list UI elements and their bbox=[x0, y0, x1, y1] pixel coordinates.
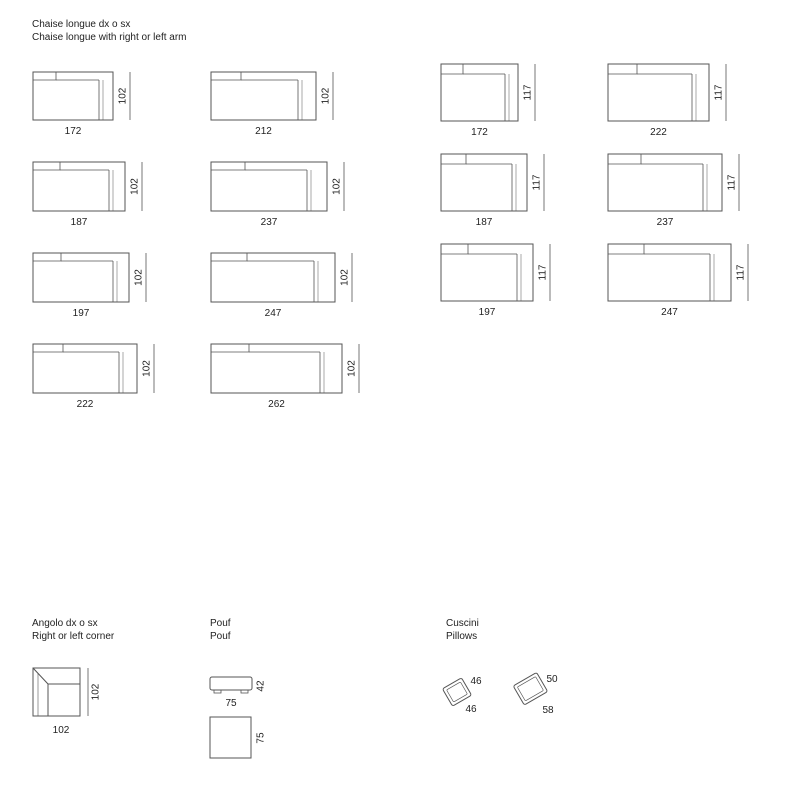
width-label: 172 bbox=[471, 127, 488, 138]
chaise-102-module-8 bbox=[211, 344, 359, 410]
backrest-edge bbox=[33, 162, 60, 170]
width-label: 262 bbox=[268, 399, 285, 410]
pouf-height-label: 42 bbox=[255, 680, 267, 692]
chaise-102-module-5 bbox=[33, 253, 146, 319]
width-label: 222 bbox=[76, 399, 94, 410]
corner-title-italian: Angolo dx o sx bbox=[32, 618, 98, 629]
chaise-117-module-3 bbox=[441, 154, 544, 228]
width-label: 222 bbox=[650, 127, 667, 138]
module-outline bbox=[33, 162, 125, 211]
corner-seam bbox=[33, 668, 48, 684]
pillow-small bbox=[442, 676, 482, 715]
chaise-102-module-4 bbox=[211, 162, 344, 228]
width-label: 237 bbox=[260, 217, 278, 228]
corner-title-english: Right or left corner bbox=[32, 631, 115, 642]
depth-label: 117 bbox=[713, 84, 725, 101]
backrest-edge bbox=[441, 64, 463, 74]
module-outline bbox=[441, 154, 527, 211]
backrest-edge bbox=[211, 344, 249, 352]
backrest-edge bbox=[211, 72, 241, 80]
backrest-edge bbox=[33, 72, 56, 80]
corner-module bbox=[33, 668, 102, 736]
depth-label: 117 bbox=[522, 84, 534, 101]
width-label: 187 bbox=[70, 217, 88, 228]
depth-label: 102 bbox=[129, 178, 141, 195]
pillow-small-outline bbox=[442, 678, 471, 706]
depth-label: 102 bbox=[339, 269, 351, 286]
depth-label: 117 bbox=[531, 174, 543, 191]
depth-label: 102 bbox=[141, 360, 153, 377]
module-outline bbox=[211, 72, 316, 120]
module-outline bbox=[608, 64, 709, 121]
chaise-117-module-4 bbox=[608, 154, 739, 228]
chaise-102-module-3 bbox=[33, 162, 142, 228]
module-outline bbox=[211, 253, 335, 302]
width-label: 247 bbox=[264, 308, 282, 319]
module-outline bbox=[33, 72, 113, 120]
width-label: 172 bbox=[64, 126, 82, 137]
backrest-edge bbox=[441, 244, 468, 254]
pillow-large-side-a: 50 bbox=[546, 674, 558, 685]
width-label: 197 bbox=[72, 308, 90, 319]
pillow-large-side-b: 58 bbox=[542, 705, 554, 716]
module-outline bbox=[441, 244, 533, 301]
width-label: 237 bbox=[656, 217, 674, 228]
pillow-large bbox=[513, 672, 558, 716]
corner-depth-label: 102 bbox=[90, 683, 102, 701]
corner-width-label: 102 bbox=[52, 725, 70, 736]
chaise-117-module-5 bbox=[441, 244, 550, 318]
depth-label: 102 bbox=[331, 178, 343, 195]
module-outline bbox=[608, 154, 722, 211]
pillow-small-side-b: 46 bbox=[465, 704, 477, 715]
chaise-117-module-6 bbox=[608, 244, 748, 318]
module-outline bbox=[33, 344, 137, 393]
backrest-edge bbox=[33, 253, 61, 261]
module-outline bbox=[441, 64, 518, 121]
depth-label: 102 bbox=[117, 87, 129, 105]
module-outline bbox=[33, 253, 129, 302]
backrest-edge bbox=[211, 162, 245, 170]
pillows-title-english: Pillows bbox=[446, 631, 478, 642]
pillows-title-italian: Cuscini bbox=[446, 618, 479, 629]
pillow-small-side-a: 46 bbox=[470, 676, 482, 687]
backrest-edge bbox=[608, 154, 641, 164]
width-label: 212 bbox=[255, 126, 272, 137]
pouf-title-italian: Pouf bbox=[210, 618, 231, 629]
backrest-edge bbox=[608, 244, 644, 254]
chaise-102-module-2 bbox=[211, 72, 333, 137]
backrest-edge bbox=[33, 344, 63, 352]
pouf-title-english: Pouf bbox=[210, 631, 231, 642]
chaise-modules bbox=[33, 64, 748, 410]
pillow-large-face bbox=[517, 677, 543, 701]
module-outline bbox=[211, 344, 342, 393]
depth-label: 102 bbox=[133, 269, 145, 286]
module-outline bbox=[608, 244, 731, 301]
pouf-width-label: 75 bbox=[225, 698, 237, 709]
module-outline bbox=[211, 162, 327, 211]
chaise-117-module-1 bbox=[441, 64, 535, 138]
chaise-102-module-6 bbox=[211, 253, 352, 319]
depth-label: 102 bbox=[320, 87, 332, 105]
chaise-title-english: Chaise longue with right or left arm bbox=[32, 32, 187, 43]
backrest-edge bbox=[211, 253, 247, 261]
pouf-side-outline bbox=[210, 677, 252, 690]
chaise-117-module-2 bbox=[608, 64, 726, 138]
width-label: 187 bbox=[475, 217, 493, 228]
pouf-side-view bbox=[210, 677, 267, 709]
pouf-top-view bbox=[210, 717, 267, 758]
depth-label: 117 bbox=[537, 264, 549, 281]
backrest-edge bbox=[441, 154, 466, 164]
backrest-edge bbox=[608, 64, 637, 74]
width-label: 197 bbox=[478, 307, 496, 318]
pouf-depth-label: 75 bbox=[255, 732, 267, 744]
depth-label: 117 bbox=[726, 174, 738, 191]
depth-label: 117 bbox=[735, 264, 747, 281]
pouf-top-outline bbox=[210, 717, 251, 758]
chaise-102-module-1 bbox=[33, 72, 130, 137]
width-label: 247 bbox=[661, 307, 678, 318]
depth-label: 102 bbox=[346, 360, 358, 377]
chaise-title-italian: Chaise longue dx o sx bbox=[32, 19, 131, 30]
chaise-102-module-7 bbox=[33, 344, 154, 410]
